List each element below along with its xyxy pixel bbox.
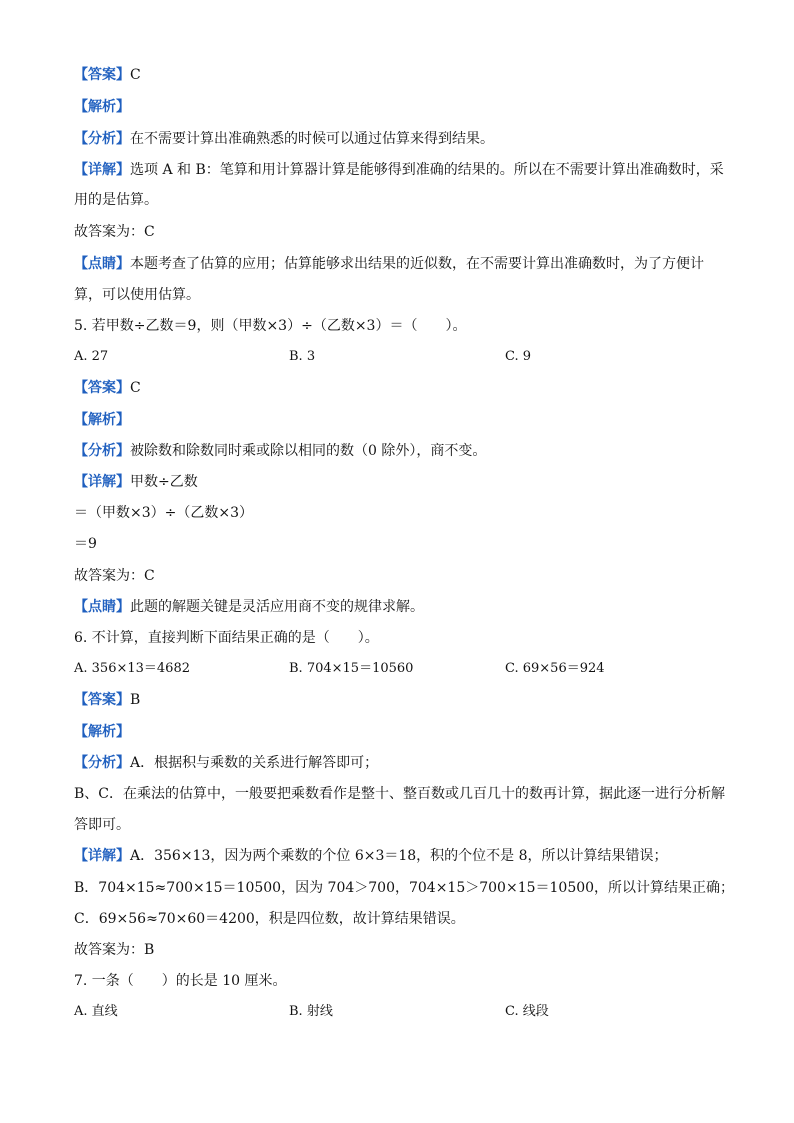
q6-question: 6. 不计算，直接判断下面结果正确的是（ ）。 (74, 630, 379, 646)
q4-dianjing-text-1: 本题考查了估算的应用；估算能够求出结果的近似数，在不需要计算出准确数时，为了方便计 (130, 256, 704, 272)
q6-option-a: A. 356×13＝4682 (74, 661, 190, 676)
q6-xiangjie-line-2: B．704×15≈700×15＝10500，因为 704＞700，704×15＞700×15＝10500，所以计算结果正确； (74, 880, 735, 896)
q4-answer: C (130, 67, 141, 83)
q5-option-a: A. 27 (74, 349, 109, 364)
answer-tag: 【答案】 (74, 380, 130, 396)
q5-xiangjie-line-3: ＝9 (74, 536, 97, 552)
analysis-tag: 【解析】 (74, 99, 130, 115)
q6-option-c: C. 69×56＝924 (505, 661, 605, 676)
q5-option-c: C. 9 (505, 349, 532, 364)
q5-option-b: B. 3 (289, 349, 316, 364)
analysis-tag: 【解析】 (74, 412, 130, 428)
q4-fenxi-line (74, 129, 494, 149)
q6-fenxi-line-3: 答即可。 (74, 817, 130, 833)
q6-analysis-heading (74, 722, 130, 742)
answer-tag: 【答案】 (74, 67, 130, 83)
q7-option-c: C. 线段 (505, 1004, 549, 1019)
fenxi-tag: 【分析】 (74, 755, 130, 771)
q5-xiangjie-line-2: ＝（甲数×3）÷（乙数×3） (74, 505, 254, 521)
q4-conclusion: 故答案为：C (74, 224, 155, 240)
q5-conclusion: 故答案为：C (74, 568, 155, 584)
q6-xiangjie-line-1 (74, 846, 668, 866)
xiangjie-tag: 【详解】 (74, 848, 130, 864)
dianjing-tag: 【点睛】 (74, 256, 130, 272)
q5-answer-line (74, 378, 141, 398)
q5-fenxi-text: 被除数和除数同时乘或除以相同的数（0 除外），商不变。 (130, 443, 487, 459)
q4-dianjing-line-2: 算，可以使用估算。 (74, 287, 200, 303)
q4-answer-line (74, 65, 141, 85)
q5-xiangjie-line-1 (74, 472, 198, 492)
fenxi-tag: 【分析】 (74, 443, 130, 459)
q6-xiangjie-line-3: C．69×56≈70×60＝4200，积是四位数，故计算结果错误。 (74, 911, 465, 927)
q6-fenxi-line-1 (74, 753, 378, 773)
q5-dianjing-line (74, 597, 424, 617)
q7-option-a: A. 直线 (74, 1004, 118, 1019)
q4-dianjing-line-1 (74, 254, 704, 274)
q5-analysis-heading (74, 410, 130, 430)
q5-question: 5. 若甲数÷乙数＝9，则（甲数×3）÷（乙数×3）＝（ ）。 (74, 318, 467, 334)
q5-xiangjie-text-1: 甲数÷乙数 (130, 474, 198, 490)
q6-answer-line (74, 690, 140, 710)
fenxi-tag: 【分析】 (74, 131, 130, 147)
q6-conclusion: 故答案为：B (74, 942, 155, 958)
dianjing-tag: 【点睛】 (74, 599, 130, 615)
q4-xiangjie-line-1 (74, 160, 724, 180)
q4-xiangjie-text-1: 选项 A 和 B：笔算和用计算器计算是能够得到准确的结果的。所以在不需要计算出准确数时，采 (130, 162, 724, 178)
q6-fenxi-line-2: B、C．在乘法的估算中，一般要把乘数看作是整十、整百数或几百几十的数再计算，据此逐一进行分析解 (74, 786, 725, 802)
q5-answer: C (130, 380, 141, 396)
xiangjie-tag: 【详解】 (74, 474, 130, 490)
q4-xiangjie-line-2: 用的是估算。 (74, 192, 158, 208)
q6-xiangjie-text-1: A．356×13，因为两个乘数的个位 6×3＝18，积的个位不是 8，所以计算结果错误； (130, 848, 668, 864)
q4-analysis-heading (74, 97, 130, 117)
xiangjie-tag: 【详解】 (74, 162, 130, 178)
q6-answer: B (130, 692, 141, 708)
answer-tag: 【答案】 (74, 692, 130, 708)
q7-question: 7. 一条（ ）的长是 10 厘米。 (74, 973, 287, 989)
q7-option-b: B. 射线 (289, 1004, 333, 1019)
q4-fenxi-text: 在不需要计算出准确熟悉的时候可以通过估算来得到结果。 (130, 131, 494, 147)
analysis-tag: 【解析】 (74, 724, 130, 740)
q5-dianjing-text: 此题的解题关键是灵活应用商不变的规律求解。 (130, 599, 424, 615)
q6-fenxi-text-1: A．根据积与乘数的关系进行解答即可； (130, 755, 379, 771)
q6-option-b: B. 704×15＝10560 (289, 661, 414, 676)
q5-fenxi-line (74, 441, 486, 461)
